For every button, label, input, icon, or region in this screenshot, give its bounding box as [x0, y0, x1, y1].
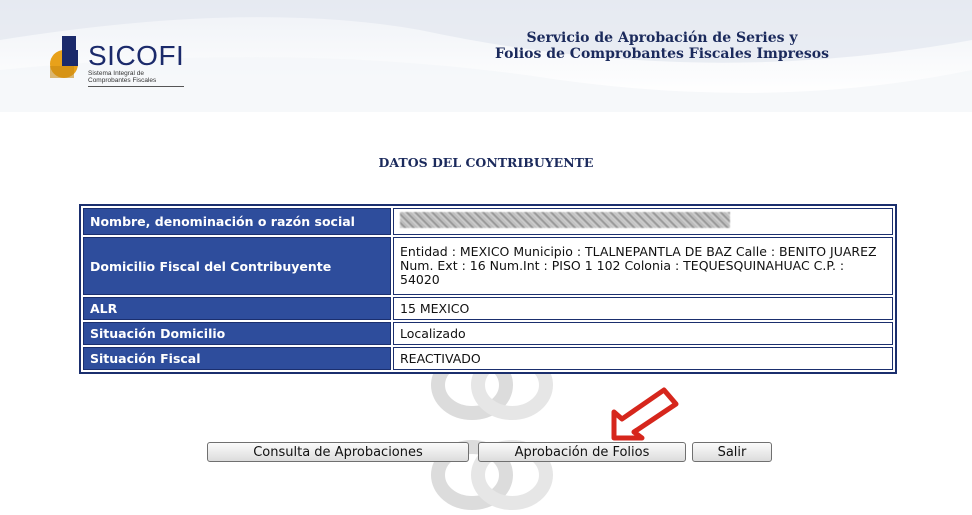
row-label-situacion-fiscal: Situación Fiscal	[83, 347, 391, 370]
redacted-name	[400, 212, 730, 228]
row-value-domicilio: Entidad : MEXICO Municipio : TLALNEPANTLA DE BAZ Calle : BENITO JUAREZ Num. Ext : 16 Num.Int : PISO 1 102 Colonia : TEQUESQUINAHUAC C.P. : 54020	[393, 237, 893, 295]
section-heading: DATOS DEL CONTRIBUYENTE	[378, 155, 594, 170]
row-label-nombre: Nombre, denominación o razón social	[83, 208, 391, 235]
page-title	[462, 30, 862, 62]
logo-subtitle	[88, 70, 184, 87]
row-label-situacion-domicilio: Situación Domicilio	[83, 322, 391, 345]
page-header	[0, 0, 972, 112]
row-value-alr: 15 MEXICO	[393, 297, 893, 320]
table-row	[83, 297, 893, 320]
aprobacion-folios-button[interactable]: Aprobación de Folios	[478, 442, 686, 462]
row-label-alr: ALR	[83, 297, 391, 320]
page-title-line2: Folios de Comprobantes Fiscales Impresos	[494, 46, 830, 62]
salir-button[interactable]: Salir	[692, 442, 772, 462]
logo-name: SICOFI	[88, 40, 185, 71]
sicofi-logo-icon	[44, 34, 94, 84]
logo-subtitle-line1: Sistema Integral de	[88, 70, 145, 77]
logo-subtitle-line2: Comprobantes Fiscales	[88, 77, 157, 84]
row-value-situacion-fiscal: REACTIVADO	[393, 347, 893, 370]
red-arrow-icon	[608, 386, 686, 442]
page-title-line1: Servicio de Aprobación de Series y	[526, 30, 798, 46]
table-row	[83, 208, 893, 235]
consulta-aprobaciones-button[interactable]: Consulta de Aprobaciones	[207, 442, 469, 462]
table-row	[83, 322, 893, 345]
row-label-domicilio: Domicilio Fiscal del Contribuyente	[83, 237, 391, 295]
row-value-situacion-domicilio: Localizado	[393, 322, 893, 345]
table-row	[83, 237, 893, 295]
sicofi-logo	[44, 34, 184, 86]
table-row	[83, 347, 893, 370]
row-value-nombre	[393, 208, 893, 235]
taxpayer-data-table	[79, 204, 897, 374]
